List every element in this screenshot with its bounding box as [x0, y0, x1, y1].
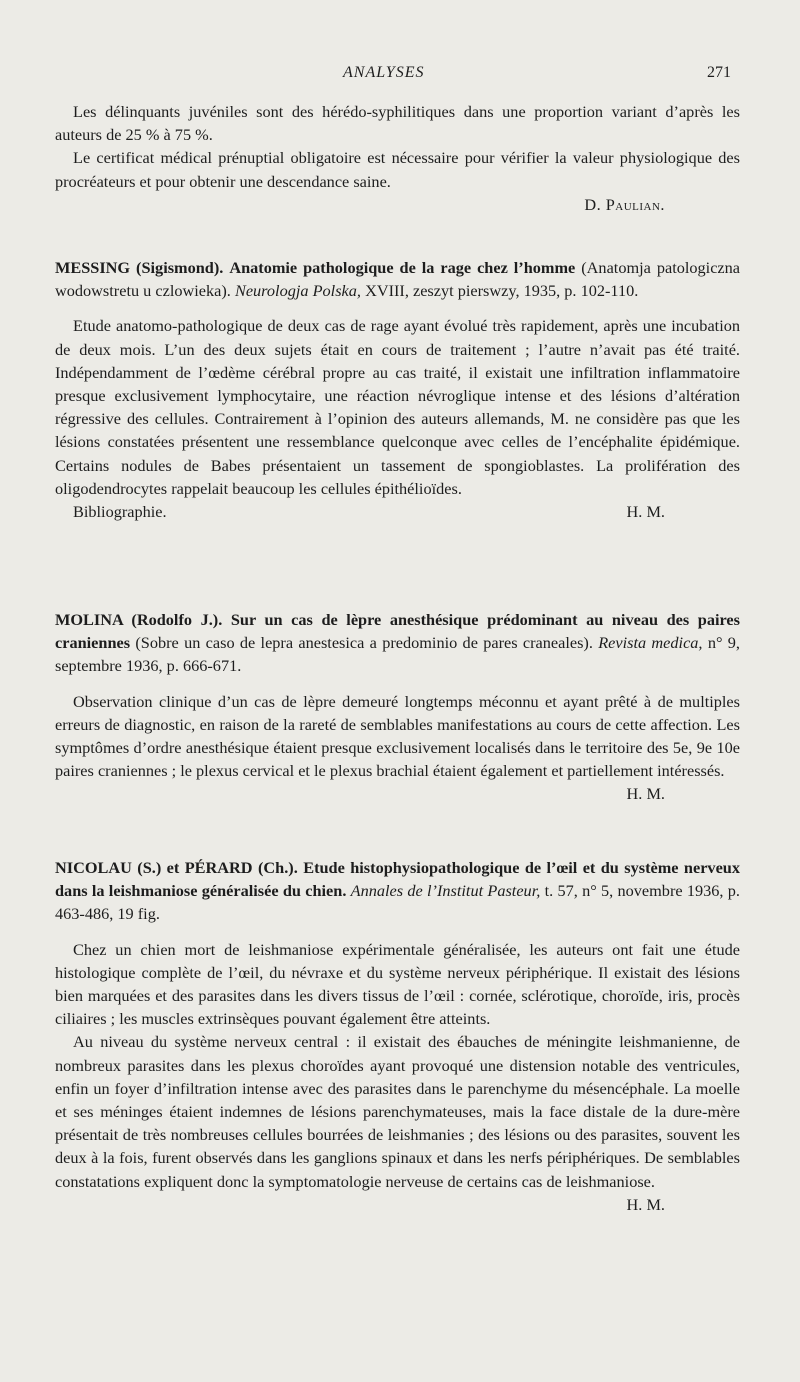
- review-entry-nicolau: [55, 856, 740, 1216]
- entry-journal: Annales de l’Institut Pasteur,: [350, 881, 541, 901]
- entry-body-text: Au niveau du système nerveux central : il existait des ébauches de méningite leishmanienne, de nombreux parasites dans les plexus choroïdes ayant provoqué une distension notable des ventricules, enfin un foyer d’infiltration intense avec des parasites dans le parenchyme du mésencéphale. La moelle et ses méninges étaient indemnes de lésions parenchymateuses, mais la face distale de la dure-mère présentait de très nombreuses cellules bourrées de leishmanies ; des lésions ou des parasites, souvent les deux à la fois, furent observés dans les ganglions spinaux et dans les nerfs périphériques. De semblables constatations expliquent donc la symptomatologie nerveuse de certains cas de leishmaniose.: [55, 1032, 740, 1191]
- page-number: 271: [707, 64, 731, 81]
- entry-title: Etude histophysiopathologique de l’œil et du système nerveux dans la leishmaniose généralisée du chien.: [55, 858, 740, 901]
- entry-author: NICOLAU (S.) et PÉRARD (Ch.).: [55, 858, 298, 877]
- entry-citation: t. 57, n° 5, novembre 1936, p. 463-486, 19 fig.: [55, 881, 740, 924]
- entry-heading: [55, 256, 740, 302]
- review-entry-molina: [55, 608, 740, 806]
- running-head: ANALYSES: [343, 64, 425, 81]
- entry-signature: H. M.: [626, 784, 665, 804]
- entry-original-title: (Sobre un caso de lepra anestesica a predominio de pares craneales).: [135, 633, 593, 653]
- entry-author: MESSING (Sigismond).: [55, 258, 224, 277]
- entry-citation: XVIII, zeszyt pierswzy, 1935, p. 102-110.: [365, 281, 639, 301]
- entry-journal: Neurologja Polska,: [234, 281, 361, 301]
- entry-signature: H. M.: [626, 1194, 665, 1214]
- intro-signature: D. Paulian.: [584, 194, 665, 214]
- entry-signature: H. M.: [626, 502, 665, 522]
- entry-body-paragraph: Observation clinique d’un cas de lèpre demeuré longtemps méconnu et ayant prêté à de multiples erreurs de diagnostic, en raison de la rareté de semblables manifestations au cours de cette affection. Les symptômes d’ordre anesthésique étaient presque exclusivement localisés dans le territoire des 5e, 9e 10e paires craniennes ; le plexus cervical et le plexus brachial étaient également et partiellement intéressés.: [55, 691, 740, 781]
- bibliography-label: Bibliographie.: [73, 502, 167, 522]
- intro-section: [55, 100, 740, 216]
- entry-heading: [55, 608, 740, 678]
- review-entry-messing: [55, 256, 740, 523]
- intro-paragraph-2: Le certificat médical prénuptial obligatoire est nécessaire pour vérifier la valeur physiologique des procréateurs et pour obtenir une descendance saine.: [55, 148, 740, 191]
- entry-original-title: (Anatomja patologiczna wodowstretu u czlowieka).: [55, 258, 741, 301]
- entry-heading: [55, 856, 740, 926]
- entry-title: Anatomie pathologique de la rage chez l’homme: [229, 258, 576, 277]
- entry-bibliography-line: [55, 500, 740, 523]
- entry-citation: n° 9, septembre 1936, p. 666-671.: [55, 633, 740, 676]
- entry-title: Sur un cas de lèpre anesthésique prédominant au niveau des paires craniennes: [55, 610, 740, 653]
- page-header: [0, 64, 800, 86]
- intro-paragraph-1: Les délinquants juvéniles sont des hérédo-syphilitiques dans une proportion variant d’après les auteurs de 25 % à 75 %.: [55, 102, 740, 145]
- entry-body-paragraph: Chez un chien mort de leishmaniose expérimentale généralisée, les auteurs ont fait une étude histologique complète de l’œil, du névraxe et du système nerveux périphérique. Il existait des lésions bien marquées et des parasites dans les divers tissus de l’œil : cornée, sclérotique, choroïde, iris, procès ciliaires ; les muscles extrinsèques pouvant également être atteints.: [55, 939, 740, 1029]
- entry-body-paragraph: [55, 1030, 740, 1214]
- entry-body-paragraph: Etude anatomo-pathologique de deux cas de rage ayant évolué très rapidement, après une incubation de deux mois. L’un des deux sujets était en cours de traitement ; l’autre n’avait pas été traité. Indépendamment de l’œdème cérébral propre au cas traité, il existait une infiltration inflammatoire presque exclusivement lymphocytaire, une réaction névroglique intense et des lésions d’altération régressive des cellules. Contrairement à l’opinion des auteurs allemands, M. ne considère pas que les lésions constatées présentent une ressemblance quelconque avec celles de l’encéphalite épidémique. Certains nodules de Babes présentaient un tassement de spongioblastes. La prolifération des oligodendrocytes rappelait beaucoup les cellules épithélioïdes.: [55, 316, 740, 498]
- entry-journal: Revista medica,: [598, 633, 703, 653]
- entry-author: MOLINA (Rodolfo J.).: [55, 610, 223, 629]
